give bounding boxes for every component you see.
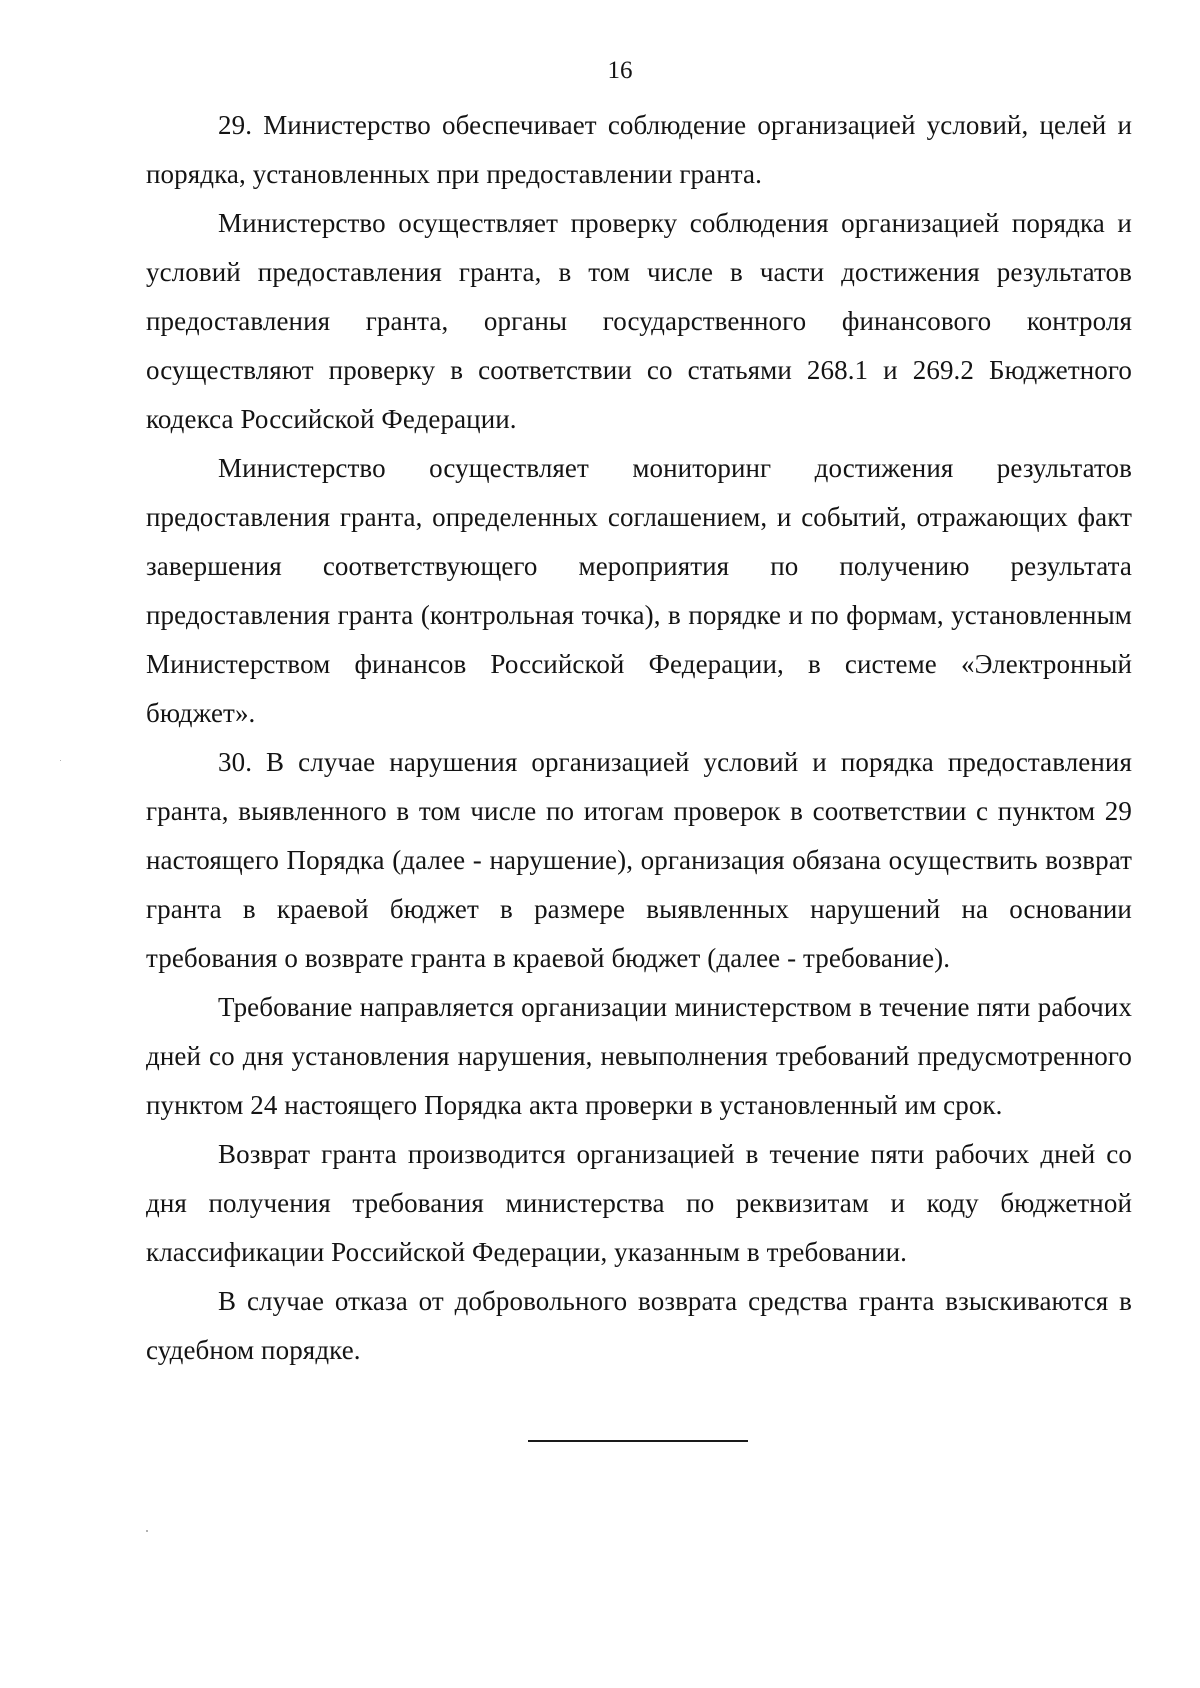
paragraph-inspection: Министерство осуществляет проверку соблюдения организацией порядка и условий предоставления гранта, в том числе в части достижения результатов предоставления гранта, органы государственного финансового контроля осуществляют проверку в соответствии со статьями 268.1 и 269.2 Бюджетного кодекса Российской Федерации. xyxy=(146,208,1132,434)
page-number: 16 xyxy=(607,57,633,84)
paragraph-demand: Требование направляется организации министерством в течение пяти рабочих дней со дня установления нарушения, невыполнения требований предусмотренного пунктом 24 настоящего Порядка акта проверки в установленный им срок. xyxy=(146,992,1132,1120)
closing-rule xyxy=(528,1440,748,1442)
paragraph-monitoring: Министерство осуществляет мониторинг достижения результатов предоставления гранта, определенных соглашением, и событий, отражающих факт завершения соответствующего мероприятия по получению результата предоставления гранта (контрольная точка), в порядке и по формам, установленным Министерством финансов Российской Федерации, в системе «Электронный бюджет». xyxy=(146,453,1132,728)
scan-speck xyxy=(146,1530,148,1532)
paragraph-30: 30. В случае нарушения организацией условий и порядка предоставления гранта, выявленного в том числе по итогам проверок в соответствии с пунктом 29 настоящего Порядка (далее - нарушение), организация обязана осуществить возврат гранта в краевой бюджет в размере выявленных нарушений на основании требования о возврате гранта в краевой бюджет (далее - требование). xyxy=(146,747,1132,973)
paragraph-29: 29. Министерство обеспечивает соблюдение организацией условий, целей и порядка, установленных при предоставлении гранта. xyxy=(146,110,1132,189)
paragraph-refund: Возврат гранта производится организацией в течение пяти рабочих дней со дня получения требования министерства по реквизитам и коду бюджетной классификации Российской Федерации, указанным в требовании. xyxy=(146,1139,1132,1267)
paragraph-court: В случае отказа от добровольного возврата средства гранта взыскиваются в судебном порядке. xyxy=(146,1286,1132,1365)
document-body xyxy=(146,101,1132,1375)
scan-speck xyxy=(60,760,61,761)
